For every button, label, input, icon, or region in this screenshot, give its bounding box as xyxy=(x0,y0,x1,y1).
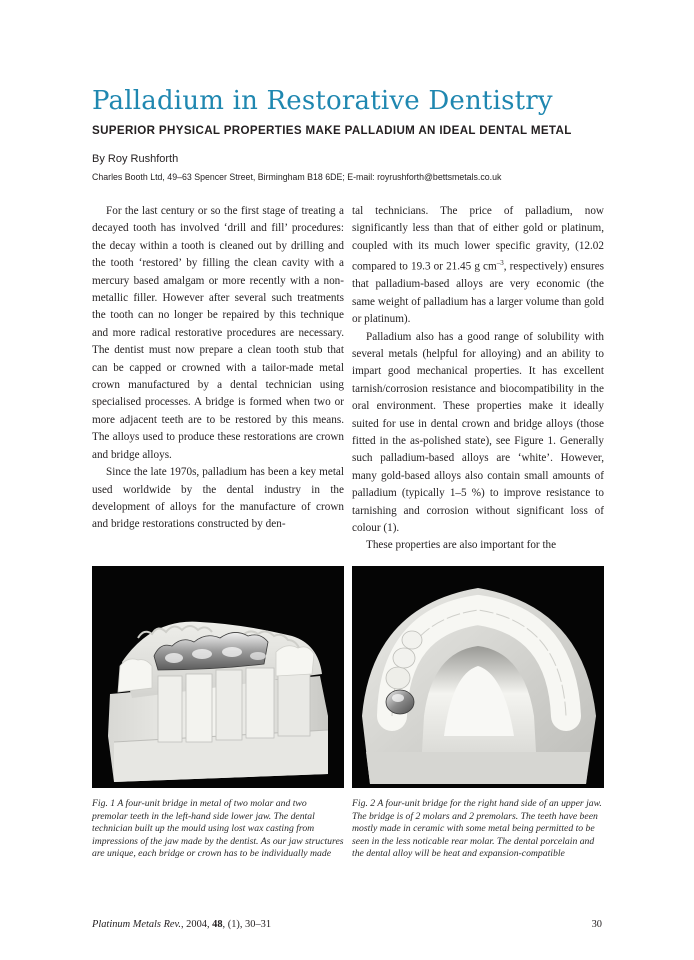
body-paragraph xyxy=(352,203,604,329)
figure-2-caption: Fig. 2 A four-unit bridge for the right hand side of an upper jaw. The bridge is of 2 molars and 2 premolars. The teeth have been mostly made in ceramic with some metal being permitted to be seen in the less noticable rear molar. The dental porcelain and the dental alloy will be heat and expansion-compatible xyxy=(352,798,602,860)
figure-1-caption: Fig. 1 A four-unit bridge in metal of two molar and two premolar teeth in the left-hand side lower jaw. The dental technician built up the mould using lost wax casting from impressions of the jaw made by the dentist. As our jaw structures are unique, each bridge or crown has to be individually made xyxy=(92,798,344,860)
dental-model-upper-jaw-image xyxy=(352,566,604,788)
citation-issue-pages: , (1), 30–31 xyxy=(222,919,272,930)
body-text: tal technicians. The price of palladium, now significantly less than that of either gold or platinum, coupled with its much lower specific gravity, (12.02 compared to 19.3 or 21.45 g cm xyxy=(352,205,604,273)
body-paragraph: These properties are also important for the xyxy=(366,539,557,552)
citation-year: , 2004, xyxy=(180,919,213,930)
body-paragraph: Since the late 1970s, palladium has been a key metal used worldwide by the dental industry in the development of alloys for the manufacture of crown and bridge restorations constructed by den- xyxy=(92,466,344,531)
body-paragraph: For the last century or so the first stage of treating a decayed tooth has involved ‘drill and fill’ procedures: the decay within a tooth is cleaned out by drilling and the tooth ‘restored’ by filling the clean cavity with a mercury based amalgam or more recently with a non-metallic filler. However after several such treatments the tooth can no longer be repaired by this technique and more radical restorative procedures are necessary. The dentist must now prepare a clean tooth stub that can be capped or crowned with a tailor-made metal crown manufactured by a dental technician using specialised processes. A bridge is formed when two or more adjacent teeth are to be restored by this means. The alloys used to produce these restorations are crown and bridge alloys. xyxy=(92,205,344,461)
journal-name: Platinum Metals Rev. xyxy=(92,919,181,930)
figure-2-photo xyxy=(352,566,604,788)
article-title: Palladium in Restorative Dentistry xyxy=(92,86,553,116)
author-affiliation: Charles Booth Ltd, 49–63 Spencer Street, Birmingham B18 6DE; E-mail: royrushforth@bettsmetals.co.uk xyxy=(92,172,502,182)
author-byline: By Roy Rushforth xyxy=(92,153,179,165)
dental-model-lower-jaw-image xyxy=(92,566,344,788)
article-subtitle: SUPERIOR PHYSICAL PROPERTIES MAKE PALLADIUM AN IDEAL DENTAL METAL xyxy=(92,124,572,137)
body-column-left xyxy=(92,203,344,534)
body-column-right xyxy=(352,203,604,555)
superscript: –3 xyxy=(496,259,504,268)
journal-citation xyxy=(92,919,271,930)
page-number: 30 xyxy=(591,919,602,930)
body-text: , respectively) ensures that palladium-based alloys are very economic (the same weight of palladium has a larger volume than gold or platinum). xyxy=(352,260,605,326)
figure-1-photo xyxy=(92,566,344,788)
body-paragraph: Palladium also has a good range of solubility with several metals (helpful for alloying) and an ability to impart good mechanical properties. It has excellent tarnish/corrosion resistance and biocompatibility in the oral environment. These properties make it ideally suited for use in dental crown and bridge alloys (those fitted in the as-polished state), see Figure 1. Generally such palladium-based alloys are ‘white’. However, many gold-based alloys also contain small amounts of palladium (typically 1–5 %) to improve resistance to tarnishing and corrosion without significant loss of colour (1). xyxy=(352,330,604,535)
citation-volume: 48 xyxy=(212,919,223,930)
